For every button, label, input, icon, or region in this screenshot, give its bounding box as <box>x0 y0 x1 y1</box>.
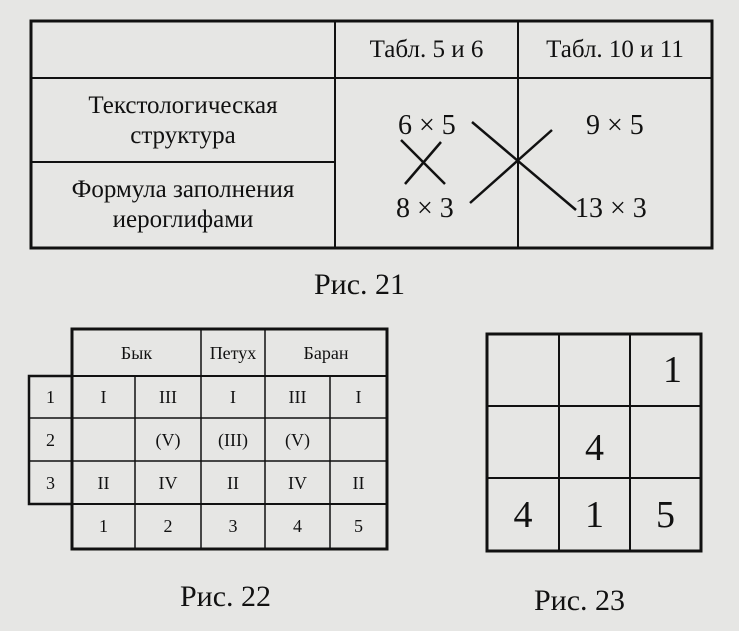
fig22-caption: Рис. 22 <box>180 580 272 613</box>
fig23-cell: 1 <box>585 493 604 536</box>
fig23-cell: 4 <box>513 493 533 536</box>
fig23-cell <box>487 334 559 406</box>
fig21-header-col2: Табл. 10 и 11 <box>546 36 684 63</box>
figure-23 <box>460 320 739 631</box>
fig22-cell: III <box>288 387 307 407</box>
fig23-cell: 4 <box>585 427 604 469</box>
fig21-header-col1: Табл. 5 и 6 <box>369 36 484 63</box>
fig22-header-1: Петух <box>209 342 257 363</box>
fig21-value-left-top: 6 × 5 <box>398 110 456 141</box>
fig23-cell <box>487 406 559 478</box>
fig22-footer-cell: 4 <box>293 516 302 536</box>
fig22-cell: III <box>159 387 177 407</box>
cross-line-big-b <box>470 130 552 203</box>
fig21-value-left-bottom: 8 × 3 <box>396 193 454 224</box>
fig22-header-2: Баран <box>303 342 349 363</box>
fig22-cell: I <box>355 387 362 407</box>
fig22-footer-cell: 1 <box>99 516 108 536</box>
fig22-cell: II <box>352 472 365 493</box>
figure-22 <box>0 320 460 631</box>
fig22-footer-cell: 3 <box>228 516 238 536</box>
fig22-cell: (V) <box>155 429 181 450</box>
fig22-cell: II <box>227 472 239 493</box>
fig22-cell: (V) <box>285 429 310 450</box>
fig22-cell: IV <box>158 472 178 493</box>
fig22-cell: I <box>230 387 236 407</box>
fig23-cell: 5 <box>656 493 675 536</box>
fig23-cell <box>559 334 630 406</box>
fig21-row2-line1: Формула заполнения <box>71 176 295 203</box>
fig22-cell: (III) <box>218 429 248 450</box>
fig21-value-right-bottom: 13 × 3 <box>575 193 647 224</box>
fig23-cell: 1 <box>663 349 682 391</box>
fig22-cell: I <box>100 387 107 407</box>
fig22-row-label-3: 3 <box>46 472 55 493</box>
fig21-row1-line2: структура <box>130 122 236 149</box>
fig21-row2-label <box>31 165 335 245</box>
fig21-row2-line2: иероглифами <box>112 206 254 233</box>
fig22-footer-cell: 2 <box>163 516 173 536</box>
fig22-cell: II <box>97 472 110 493</box>
fig22-row-label-2: 2 <box>46 429 55 450</box>
fig22-cell: IV <box>288 472 307 493</box>
fig22-cell <box>72 419 135 461</box>
fig21-row1-label <box>31 82 335 160</box>
fig21-caption: Рис. 21 <box>314 268 406 301</box>
fig23-cell <box>630 406 701 478</box>
fig22-row-label-1: 1 <box>46 387 55 407</box>
fig21-row1-line1: Текстологическая <box>88 92 278 119</box>
cross-line-big-a <box>472 122 576 210</box>
fig22-footer-cell: 5 <box>354 516 363 536</box>
fig22-cell <box>330 419 387 461</box>
fig21-value-right-top: 9 × 5 <box>586 110 644 141</box>
fig22-header-0: Бык <box>120 342 153 363</box>
fig23-caption: Рис. 23 <box>534 584 626 617</box>
